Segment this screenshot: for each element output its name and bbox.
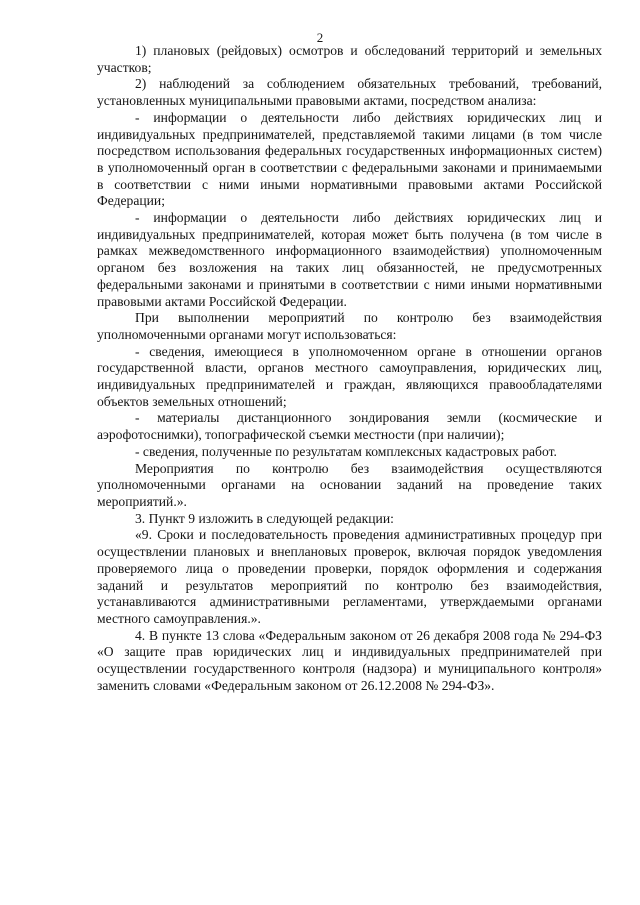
paragraph-item-3: 3. Пункт 9 изложить в следующей редакции: [135, 510, 394, 526]
paragraph-info-provided: - информации о деятельности либо действиях юридических лиц и индивидуальных предпринимателей, представляемой такими лицами (в том числе посредством использования федеральных государственных информационных систем) в уполномоченный орган в соответствии с федеральными законами и принимаемыми в соответствии с ними иными нормативными правовыми актами Российской Федерации; [97, 109, 602, 209]
paragraph-item-9-text: «9. Сроки и последовательность проведения административных процедур при осуществлении плановых и внеплановых проверок, включая порядок уведомления проверяемого лица о проведении проверки, порядок оформления и содержания заданий и результатов мероприятий по контролю без взаимодействия, устанавливаются административными регламентами, утверждаемыми органами местного самоуправления.». [97, 527, 602, 626]
paragraph-info-obtained: - информации о деятельности либо действиях юридических лиц и индивидуальных предпринимателей, которая может быть получена (в том числе в рамках межведомственного информационного взаимодействия) уполномоченным органом без возложения на таких лиц обязанностей, не предусмотренных федеральными законами и принятыми в соответствии с ними иными нормативными правовыми актами Российской Федерации. [97, 210, 602, 309]
document-body [97, 43, 602, 694]
paragraph-cadastral-works: - сведения, полученные по результатам комплексных кадастровых работ. [135, 443, 557, 459]
paragraph-item-4: 4. В пункте 13 слова «Федеральным законом от 26 декабря 2008 года № 294-ФЗ «О защите прав юридических лиц и индивидуальных предпринимателей при осуществлении государственного контроля (надзора) и муниципального контроля» заменить словами «Федеральным законом от 26.12.2008 № 294-ФЗ». [97, 627, 602, 693]
paragraph-remote-sensing: - материалы дистанционного зондирования земли (космические и аэрофотоснимки), топографической съемки местности (при наличии); [97, 410, 602, 443]
paragraph-measures-basis: Мероприятия по контролю без взаимодействия осуществляются уполномоченными органами на основании заданий на проведение таких мероприятий.». [97, 460, 602, 509]
paragraph-measures-intro: При выполнении мероприятий по контролю без взаимодействия уполномоченными органами могут использоваться: [97, 310, 602, 342]
paragraph-observations: 2) наблюдений за соблюдением обязательных требований, требований, установленных муниципальными правовыми актами, посредством анализа: [97, 76, 602, 109]
paragraph-available-info: - сведения, имеющиеся в уполномоченном органе в отношении органов государственной власти, органов местного самоуправления, юридических лиц, индивидуальных предпринимателей и граждан, являющихся правообладателями объектов земельных отношений; [97, 343, 602, 409]
paragraph-planned-inspections: 1) плановых (рейдовых) осмотров и обследований территорий и земельных участков; [97, 43, 602, 75]
page-number: 2 [316, 30, 324, 45]
